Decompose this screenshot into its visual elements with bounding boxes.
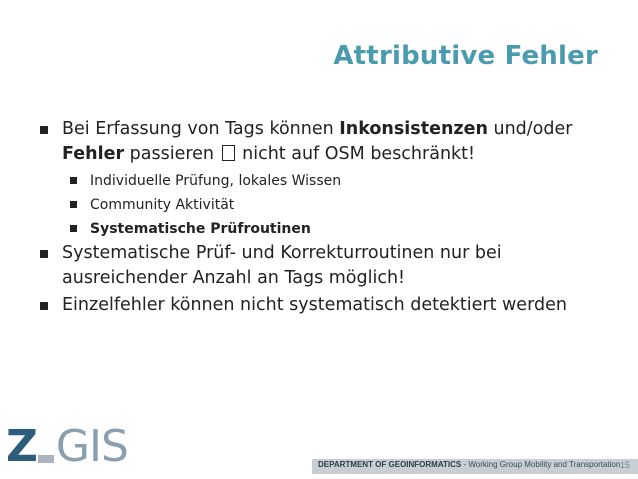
bullet-square-icon bbox=[70, 225, 77, 232]
sub-bullet-text: Systematische Prüfroutinen bbox=[90, 221, 311, 237]
sub-bullet-item bbox=[70, 169, 600, 193]
page-number: 15 bbox=[620, 460, 631, 470]
text-part: nicht auf OSM beschränkt! bbox=[236, 144, 476, 164]
department-label bbox=[318, 460, 620, 469]
bullet-list bbox=[40, 117, 600, 320]
working-group: - Working Group Mobility and Transportation bbox=[461, 460, 621, 469]
bullet-text: Systematische Prüf- und Korrekturroutinen nur bei ausreichender Anzahl an Tags möglich! bbox=[62, 243, 502, 288]
bullet-square-icon bbox=[70, 201, 77, 208]
bullet-item bbox=[40, 117, 600, 167]
logo-z: Z bbox=[6, 421, 36, 472]
text-part: passieren bbox=[124, 144, 220, 164]
bold-text: Inkonsistenzen bbox=[339, 119, 488, 139]
bullet-square-icon bbox=[70, 177, 77, 184]
missing-glyph-icon bbox=[222, 145, 235, 161]
slide-title: Attributive Fehler bbox=[333, 41, 598, 71]
logo-bar-icon bbox=[38, 455, 54, 463]
department-name: DEPARTMENT OF GEOINFORMATICS bbox=[318, 460, 462, 469]
text-part: Bei Erfassung von Tags können bbox=[62, 119, 340, 139]
sub-bullet-text: Community Aktivität bbox=[90, 197, 235, 213]
bullet-square-icon bbox=[40, 126, 48, 134]
bullet-text: Einzelfehler können nicht systematisch detektiert werden bbox=[62, 295, 567, 315]
bullet-square-icon bbox=[40, 250, 48, 258]
sub-bullet-item bbox=[70, 193, 600, 217]
sub-bullet-item bbox=[70, 217, 600, 241]
bullet-item bbox=[40, 293, 600, 318]
text-part: und/oder bbox=[487, 119, 573, 139]
logo-gis: GIS bbox=[55, 421, 128, 472]
zgis-logo bbox=[6, 421, 128, 472]
bullet-square-icon bbox=[40, 302, 48, 310]
bold-text: Fehler bbox=[62, 144, 125, 164]
bullet-item bbox=[40, 241, 600, 291]
bullet-text bbox=[62, 119, 572, 164]
sub-bullet-text: Individuelle Prüfung, lokales Wissen bbox=[90, 173, 342, 189]
